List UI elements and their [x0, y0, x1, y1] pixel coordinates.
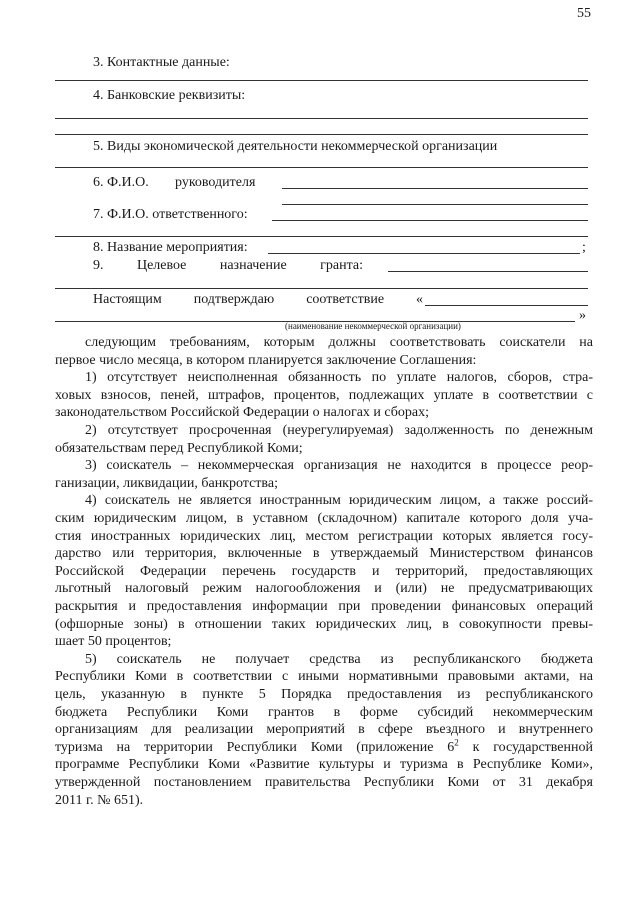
body-line: первое число месяца, в котором планируется заключение Соглашения:: [55, 352, 477, 368]
fill-line: [55, 167, 588, 168]
condition-3-line: ганизации, ликвидации, банкротства;: [55, 475, 278, 491]
condition-5-line: утвержденной постановлением правительства Республики Коми от 31 декабря: [55, 775, 593, 790]
condition-2-line: 2) отсутствует просроченная (неурегулируемая) задолженность по денежным: [85, 423, 593, 438]
condition-5-line: [55, 739, 593, 757]
condition-4-line: ским юридическим лицом, в уставном (складочном) капитале которого доля уча-: [55, 511, 593, 526]
fill-line: [55, 236, 588, 237]
condition-4-line: льготный налоговый режим налогообложения и (или) не предусматривающих: [55, 581, 593, 597]
condition-1-line: ховых взносов, пеней, штрафов, процентов, подлежащих уплате в соответствии с: [55, 387, 593, 403]
fill-line: [282, 188, 588, 189]
superscript: 2: [454, 737, 459, 748]
semicolon: ;: [582, 240, 586, 255]
org-name-caption: (наименование некоммерческой организации): [285, 321, 461, 331]
body-line: следующим требованиям, которым должны соответствовать соискатели на: [85, 335, 593, 350]
condition-4-line: (офшорные зоны) в отношении таких юридических лиц, в совокупности превы-: [55, 616, 593, 632]
condition-2-line: обязательствам перед Республикой Коми;: [55, 440, 303, 456]
fill-line: [55, 134, 588, 135]
confirm-word: Настоящим: [93, 292, 162, 307]
fill-line: [388, 271, 588, 272]
fill-line: [425, 305, 588, 306]
condition-4-line: 4) соискатель не является иностранным юридическим лицом, а также россий-: [85, 493, 593, 509]
item9-number: 9.: [93, 258, 104, 273]
page-number: 55: [577, 6, 591, 21]
condition-4-line: стия иностранных юридических лиц, местом регистрации которых является госу-: [55, 528, 593, 544]
form-item-head-name: 6. Ф.И.О.: [93, 175, 149, 190]
condition-4-line: раскрытия и предоставления информации при проведении финансовых операций: [55, 599, 593, 614]
confirm-word: подтверждаю: [193, 292, 275, 307]
condition-5-line: 5) соискатель не получает средства из республиканского бюджета: [85, 651, 593, 667]
condition-4-line: шает 50 процентов;: [55, 634, 172, 650]
condition-5-line: цель, указанную в пункте 5 Порядка предоставления из республиканского: [55, 687, 593, 702]
form-item-head-label: руководителя: [175, 175, 256, 190]
form-item-grant-purpose: [93, 258, 363, 274]
condition-5-line: организациям для реализации мероприятий в сфере въездного и внутреннего: [55, 722, 593, 738]
condition-5-line: бюджета Республики Коми грантов в форме субсидий некоммерческим: [55, 704, 593, 720]
form-item-bank-details: 4. Банковские реквизиты:: [93, 88, 246, 103]
open-quote: «: [415, 292, 423, 307]
form-item-responsible-name: 7. Ф.И.О. ответственного:: [93, 207, 248, 222]
condition-5-line: программе Республики Коми «Развитие культуры и туризма в Республике Коми»,: [55, 757, 593, 773]
fill-line: [55, 288, 588, 289]
item9-word: гранта:: [320, 258, 363, 273]
fill-line: [272, 220, 588, 221]
form-item-event-name: 8. Название мероприятия:: [93, 240, 248, 255]
condition-4-line: дарство или территория, включенные в утверждаемый Министерством финансов: [55, 546, 593, 562]
condition-4-line: Российской Федерации перечень государств и территорий, предоставляющих: [55, 563, 593, 579]
confirmation-phrase: [93, 292, 423, 308]
form-item-activity-types: 5. Виды экономической деятельности некоммерческой организации: [93, 139, 498, 154]
condition-5-text: к государственной: [458, 739, 593, 755]
item9-word: назначение: [219, 258, 287, 273]
close-quote: »: [579, 308, 586, 323]
condition-5-line: Республики Коми в соответствии с иными нормативными правовыми актами, на: [55, 669, 593, 685]
confirm-word: соответствие: [306, 292, 385, 307]
fill-line: [268, 253, 580, 254]
condition-5-line: 2011 г. № 651).: [55, 792, 144, 808]
item9-word: Целевое: [136, 258, 187, 273]
fill-line: [282, 204, 588, 205]
condition-3-line: 3) соискатель – некоммерческая организация не находится в процессе реор-: [85, 458, 593, 474]
fill-line: [55, 80, 588, 81]
condition-1-line: законодательством Российской Федерации о налогах и сборах;: [55, 405, 430, 421]
form-item-contacts: 3. Контактные данные:: [93, 55, 230, 70]
condition-5-text: туризма на территории Республики Коми (приложение 6: [55, 739, 455, 755]
fill-line: [55, 118, 588, 119]
condition-1-line: 1) отсутствует неисполненная обязанность по уплате налогов, сборов, стра-: [85, 370, 593, 386]
